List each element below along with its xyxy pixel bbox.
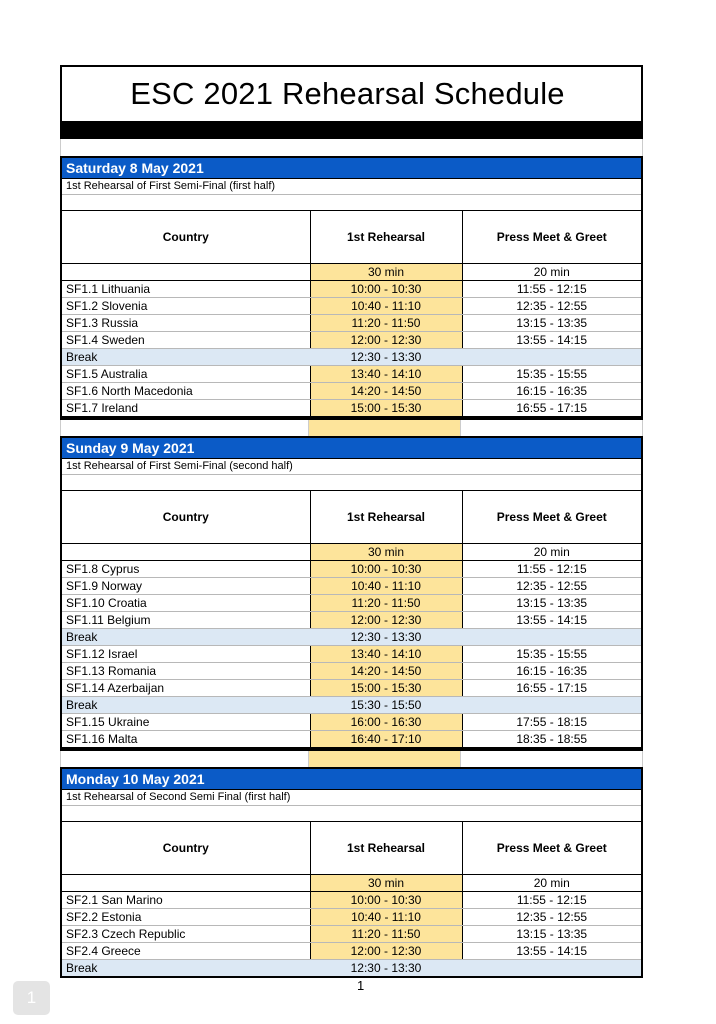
rehearsal-time-cell: 16:00 - 16:30 [310, 714, 462, 731]
table-row [62, 366, 641, 383]
rehearsal-time-cell: 12:00 - 12:30 [310, 332, 462, 349]
press-time-cell: 16:15 - 16:35 [462, 383, 641, 400]
press-time-cell: 13:15 - 13:35 [462, 595, 641, 612]
country-cell: SF1.2 Slovenia [62, 298, 310, 315]
rehearsal-time-cell: 11:20 - 11:50 [310, 595, 462, 612]
press-duration: 20 min [462, 875, 641, 892]
rehearsal-column-header: 1st Rehearsal [310, 822, 462, 875]
country-cell: SF1.4 Sweden [62, 332, 310, 349]
table-row [62, 281, 641, 298]
country-cell: SF1.6 North Macedonia [62, 383, 310, 400]
country-cell: SF2.4 Greece [62, 943, 310, 960]
country-cell: SF1.10 Croatia [62, 595, 310, 612]
rehearsal-time-cell: 13:40 - 14:10 [310, 646, 462, 663]
section-spacer-row [60, 749, 643, 767]
country-cell: SF1.14 Azerbaijan [62, 680, 310, 697]
rehearsal-time-cell: 11:20 - 11:50 [310, 926, 462, 943]
press-time-cell [462, 697, 641, 714]
duration-row [62, 544, 641, 561]
table-row [62, 298, 641, 315]
schedule-table [62, 822, 641, 976]
title-divider-bar [60, 121, 643, 139]
country-cell: SF1.13 Romania [62, 663, 310, 680]
press-time-cell: 13:55 - 14:15 [462, 612, 641, 629]
rehearsal-time-cell: 15:00 - 15:30 [310, 400, 462, 417]
blank-row [62, 475, 641, 491]
schedule-table [62, 211, 641, 416]
press-time-cell: 17:55 - 18:15 [462, 714, 641, 731]
country-cell: SF1.9 Norway [62, 578, 310, 595]
duration-blank-cell [62, 264, 310, 281]
spacer-cell [60, 420, 308, 436]
duration-row [62, 264, 641, 281]
table-row [62, 595, 641, 612]
table-row [62, 332, 641, 349]
press-time-cell [462, 960, 641, 977]
section-spacer-row [60, 418, 643, 436]
blank-row [62, 195, 641, 211]
table-row [62, 315, 641, 332]
rehearsal-duration: 30 min [310, 264, 462, 281]
table-header-row [62, 491, 641, 544]
press-time-cell: 15:35 - 15:55 [462, 366, 641, 383]
break-row [62, 697, 641, 714]
press-time-cell: 13:55 - 14:15 [462, 943, 641, 960]
press-time-cell: 13:15 - 13:35 [462, 926, 641, 943]
country-cell: SF2.2 Estonia [62, 909, 310, 926]
duration-row [62, 875, 641, 892]
table-row [62, 731, 641, 748]
press-time-cell: 12:35 - 12:55 [462, 298, 641, 315]
rehearsal-time-cell: 13:40 - 14:10 [310, 366, 462, 383]
press-duration: 20 min [462, 544, 641, 561]
press-column-header: Press Meet & Greet [462, 822, 641, 875]
table-row [62, 663, 641, 680]
country-cell: SF2.3 Czech Republic [62, 926, 310, 943]
press-time-cell: 11:55 - 12:15 [462, 281, 641, 298]
section-subtitle: 1st Rehearsal of First Semi-Final (first half) [62, 179, 641, 195]
rehearsal-time-cell: 10:00 - 10:30 [310, 892, 462, 909]
page-title: ESC 2021 Rehearsal Schedule [60, 65, 643, 121]
country-cell: SF1.3 Russia [62, 315, 310, 332]
rehearsal-duration: 30 min [310, 875, 462, 892]
press-time-cell [462, 349, 641, 366]
press-time-cell: 18:35 - 18:55 [462, 731, 641, 748]
rehearsal-time-cell: 16:40 - 17:10 [310, 731, 462, 748]
country-cell: SF1.1 Lithuania [62, 281, 310, 298]
table-row [62, 383, 641, 400]
table-row [62, 561, 641, 578]
country-cell: Break [62, 960, 310, 977]
press-duration: 20 min [462, 264, 641, 281]
duration-blank-cell [62, 544, 310, 561]
day-header: Sunday 9 May 2021 [62, 438, 641, 459]
day-section [60, 767, 643, 978]
blank-row [62, 806, 641, 822]
rehearsal-time-cell: 12:00 - 12:30 [310, 612, 462, 629]
rehearsal-duration: 30 min [310, 544, 462, 561]
rehearsal-time-cell: 10:00 - 10:30 [310, 561, 462, 578]
duration-blank-cell [62, 875, 310, 892]
press-time-cell: 16:55 - 17:15 [462, 400, 641, 417]
rehearsal-time-cell: 12:30 - 13:30 [310, 349, 462, 366]
press-column-header: Press Meet & Greet [462, 211, 641, 264]
rehearsal-time-cell: 10:00 - 10:30 [310, 281, 462, 298]
table-row [62, 714, 641, 731]
table-header-row [62, 822, 641, 875]
press-time-cell: 15:35 - 15:55 [462, 646, 641, 663]
rehearsal-time-cell: 14:20 - 14:50 [310, 383, 462, 400]
rehearsal-time-cell: 12:30 - 13:30 [310, 960, 462, 977]
rehearsal-time-cell: 15:00 - 15:30 [310, 680, 462, 697]
country-cell: SF2.1 San Marino [62, 892, 310, 909]
country-cell: SF1.5 Australia [62, 366, 310, 383]
rehearsal-time-cell: 11:20 - 11:50 [310, 315, 462, 332]
press-time-cell: 11:55 - 12:15 [462, 561, 641, 578]
day-section [60, 156, 643, 418]
spacer-cell [460, 751, 643, 767]
country-cell: SF1.15 Ukraine [62, 714, 310, 731]
press-time-cell: 12:35 - 12:55 [462, 909, 641, 926]
press-time-cell: 12:35 - 12:55 [462, 578, 641, 595]
spacer-cell [60, 751, 308, 767]
table-row [62, 680, 641, 697]
press-column-header: Press Meet & Greet [462, 491, 641, 544]
rehearsal-time-cell: 12:30 - 13:30 [310, 629, 462, 646]
spacer-cell [308, 420, 460, 436]
country-cell: SF1.16 Malta [66, 731, 138, 746]
page-number: 1 [357, 978, 365, 993]
table-row [62, 646, 641, 663]
day-section [60, 436, 643, 749]
table-row [62, 612, 641, 629]
country-column-header: Country [62, 211, 310, 264]
rehearsal-time-cell: 15:30 - 15:50 [310, 697, 462, 714]
country-cell: SF1.12 Israel [62, 646, 310, 663]
country-column-header: Country [62, 491, 310, 544]
day-header: Saturday 8 May 2021 [62, 158, 641, 179]
table-row [62, 578, 641, 595]
press-time-cell [462, 629, 641, 646]
table-row [62, 909, 641, 926]
break-row [62, 349, 641, 366]
country-cell: SF1.8 Cyprus [62, 561, 310, 578]
press-time-cell: 13:55 - 14:15 [462, 332, 641, 349]
press-time-cell: 13:15 - 13:35 [462, 315, 641, 332]
schedule-table [62, 491, 641, 747]
day-sections [60, 156, 643, 978]
spacer-cell [308, 751, 460, 767]
country-cell: Break [62, 697, 310, 714]
rehearsal-time-cell: 10:40 - 11:10 [310, 578, 462, 595]
country-cell: SF1.11 Belgium [62, 612, 310, 629]
spacer-row [60, 139, 643, 156]
break-row [62, 629, 641, 646]
country-cell: Break [62, 629, 310, 646]
table-row [62, 400, 641, 417]
spacer-cell [460, 420, 643, 436]
table-row [62, 943, 641, 960]
rehearsal-time-cell: 14:20 - 14:50 [310, 663, 462, 680]
press-time-cell: 16:55 - 17:15 [462, 680, 641, 697]
table-header-row [62, 211, 641, 264]
country-column-header: Country [62, 822, 310, 875]
day-header: Monday 10 May 2021 [62, 769, 641, 790]
press-time-cell: 11:55 - 12:15 [462, 892, 641, 909]
rehearsal-time-cell: 10:40 - 11:10 [310, 298, 462, 315]
rehearsal-column-header: 1st Rehearsal [310, 211, 462, 264]
press-time-cell: 16:15 - 16:35 [462, 663, 641, 680]
break-row [62, 960, 641, 977]
table-row [62, 892, 641, 909]
country-cell: SF1.7 Ireland [66, 400, 139, 415]
section-subtitle: 1st Rehearsal of Second Semi Final (first half) [62, 790, 641, 806]
schedule-sheet [60, 65, 643, 978]
section-subtitle: 1st Rehearsal of First Semi-Final (second half) [62, 459, 641, 475]
country-cell: Break [62, 349, 310, 366]
page-thumbnail-button[interactable]: 1 [13, 981, 50, 1015]
rehearsal-time-cell: 10:40 - 11:10 [310, 909, 462, 926]
table-row [62, 926, 641, 943]
rehearsal-time-cell: 12:00 - 12:30 [310, 943, 462, 960]
rehearsal-column-header: 1st Rehearsal [310, 491, 462, 544]
